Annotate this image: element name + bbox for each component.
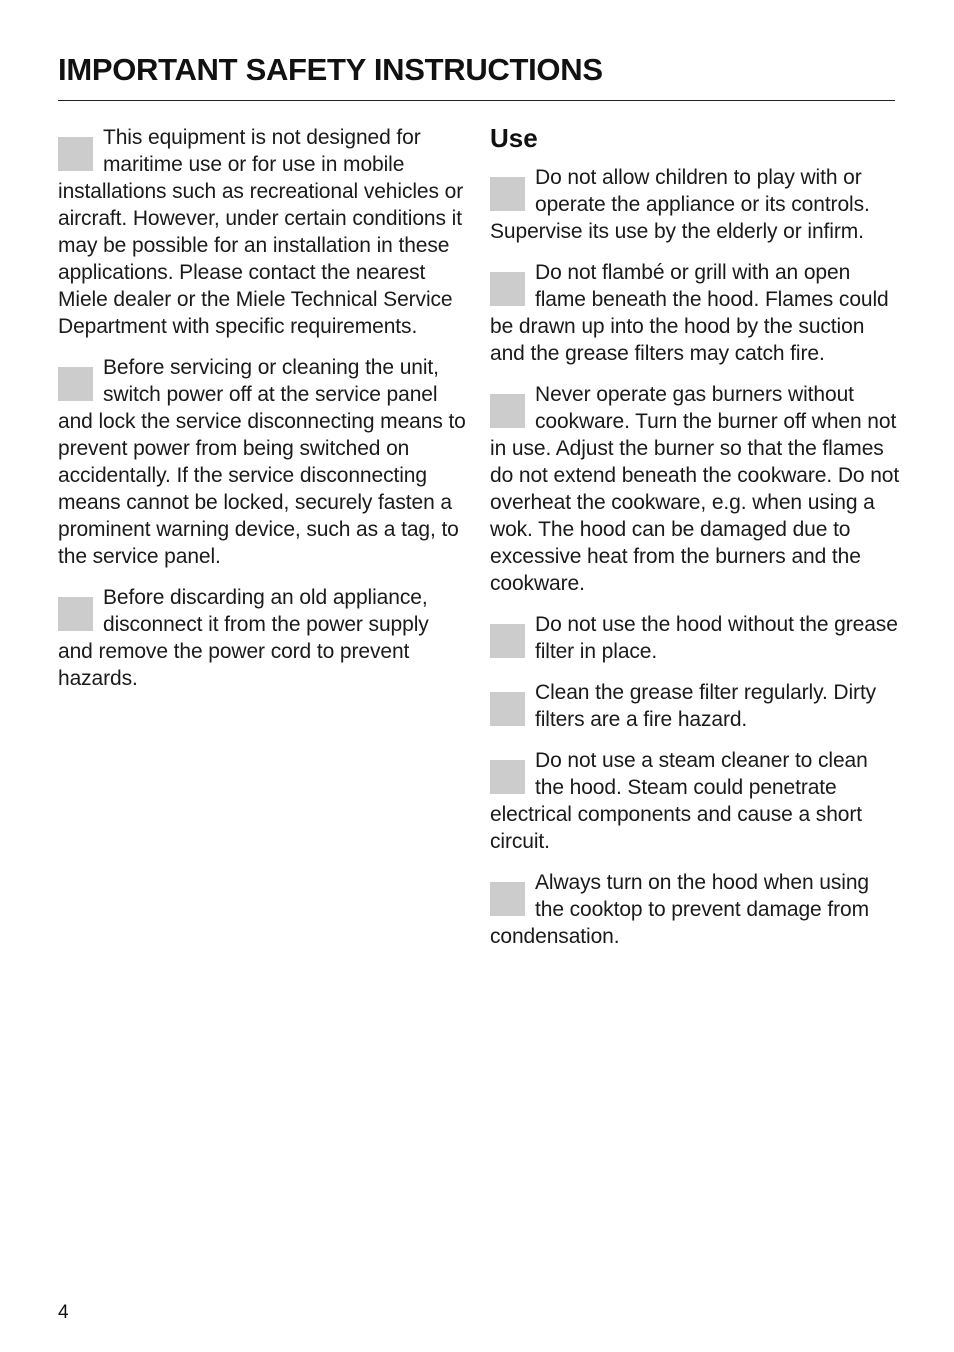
safety-paragraph-text: Clean the grease filter regularly. Dirty filters are a fire hazard. bbox=[535, 681, 877, 731]
safety-paragraph bbox=[58, 354, 468, 570]
safety-paragraph bbox=[490, 164, 900, 245]
safety-paragraph-text: Before servicing or cleaning the unit, switch power off at the service panel and lock the service disconnecting means to prevent power from being switched on accidentally. If the service disconnecting means cannot be locked, securely fasten a prominent warning device, such as a tag, to the service panel. bbox=[58, 356, 466, 568]
bullet-marker-icon bbox=[490, 692, 525, 726]
section-heading-use: Use bbox=[490, 123, 538, 153]
safety-paragraph bbox=[58, 124, 468, 340]
safety-paragraph bbox=[490, 259, 900, 367]
left-column bbox=[58, 124, 468, 706]
safety-paragraph-text: Do not use the hood without the grease filter in place. bbox=[535, 613, 898, 663]
safety-paragraph-text: Always turn on the hood when using the cooktop to prevent damage from condensation. bbox=[490, 871, 869, 948]
safety-paragraph bbox=[490, 381, 900, 597]
title-divider bbox=[58, 100, 895, 101]
safety-paragraph-text: Before discarding an old appliance, disconnect it from the power supply and remove the power cord to prevent hazards. bbox=[58, 586, 429, 690]
safety-paragraph-text: Do not flambé or grill with an open flame beneath the hood. Flames could be drawn up into the hood by the suction and the grease filters may catch fire. bbox=[490, 261, 889, 365]
safety-paragraph-text: Do not use a steam cleaner to clean the hood. Steam could penetrate electrical components and cause a short circuit. bbox=[490, 749, 868, 853]
bullet-marker-icon bbox=[58, 597, 93, 631]
bullet-marker-icon bbox=[58, 137, 93, 171]
bullet-marker-icon bbox=[490, 394, 525, 428]
safety-paragraph bbox=[490, 869, 900, 950]
safety-paragraph bbox=[490, 611, 900, 665]
safety-paragraph-text: This equipment is not designed for maritime use or for use in mobile installations such as recreational vehicles or aircraft. However, under certain conditions it may be possible for an installation in these applications. Please contact the nearest Miele dealer or the Miele Technical Service Department with specific requirements. bbox=[58, 126, 464, 338]
safety-paragraph bbox=[490, 679, 900, 733]
page-title: IMPORTANT SAFETY INSTRUCTIONS bbox=[58, 52, 603, 87]
page-number: 4 bbox=[58, 1302, 69, 1323]
safety-paragraph bbox=[490, 747, 900, 855]
safety-paragraph-text: Do not allow children to play with or operate the appliance or its controls. Supervise its use by the elderly or infirm. bbox=[490, 166, 870, 243]
bullet-marker-icon bbox=[490, 624, 525, 658]
safety-paragraph-text: Never operate gas burners without cookware. Turn the burner off when not in use. Adjust the burner so that the flames do not extend beneath the cookware. Do not overheat the cookware, e.g. when using a wok. The hood can be damaged due to excessive heat from the burners and the cookware. bbox=[490, 383, 900, 595]
safety-paragraph bbox=[58, 584, 468, 692]
right-column bbox=[490, 124, 900, 964]
bullet-marker-icon bbox=[490, 882, 525, 916]
bullet-marker-icon bbox=[490, 177, 525, 211]
bullet-marker-icon bbox=[490, 760, 525, 794]
bullet-marker-icon bbox=[58, 367, 93, 401]
bullet-marker-icon bbox=[490, 272, 525, 306]
